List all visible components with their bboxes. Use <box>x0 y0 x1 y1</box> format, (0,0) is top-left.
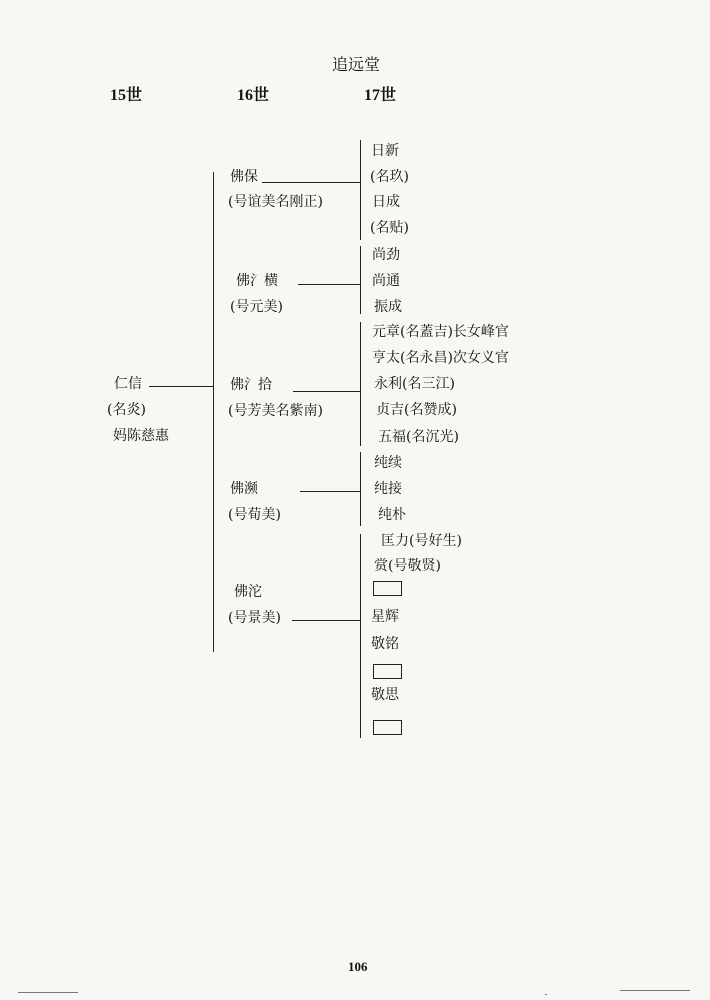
gen15-connector <box>149 386 213 387</box>
gen17-bracket-2 <box>360 246 361 314</box>
gen17-g3-item-3: 永利(名三江) <box>374 376 455 392</box>
gen17-g3-item-1: 元章(名蓋吉)长女峰官 <box>372 324 509 340</box>
generation-17-header: 17世 <box>364 87 397 104</box>
gen16-note-1: (号谊美名刚正) <box>228 194 323 210</box>
gen16-note-5: (号景美) <box>228 610 281 626</box>
page-number: 106 <box>348 959 368 974</box>
gen17-g2-item-3: 振成 <box>374 299 402 315</box>
gen17-g1-item-1: 日新 <box>371 143 399 159</box>
gen17-g5-item-4: 敬铭 <box>371 636 399 652</box>
gen17-g2-item-1: 尚劲 <box>372 247 400 263</box>
gen15-alias: (名炎) <box>107 402 146 418</box>
gen17-g1-item-2: (名玖) <box>370 169 409 185</box>
generation-16-header: 16世 <box>237 87 270 104</box>
gen17-g2-item-2: 尚通 <box>372 273 400 289</box>
page-title: 追远堂 <box>332 55 381 74</box>
gen16-name-2: 佛氵横 <box>236 273 278 289</box>
missing-character-box <box>373 720 402 735</box>
gen16-connector-2 <box>298 284 360 285</box>
gen17-g5-item-1: 匡力(号好生) <box>381 533 462 549</box>
gen17-g1-item-4: (名贴) <box>370 220 409 236</box>
gen17-bracket-4 <box>360 452 361 526</box>
gen16-name-4: 佛濒 <box>230 481 258 497</box>
gen17-bracket-1 <box>360 140 361 240</box>
gen16-connector-5 <box>292 620 360 621</box>
gen16-connector-4 <box>300 491 360 492</box>
gen15-name: 仁信 <box>114 376 142 392</box>
gen17-g5-item-5: 敬思 <box>371 687 399 703</box>
gen16-note-2: (号元美) <box>230 299 283 315</box>
gen17-g5-item-3: 星辉 <box>371 609 399 625</box>
gen17-g3-item-5: 五福(名沉光) <box>378 429 459 445</box>
missing-character-box <box>373 664 402 679</box>
gen17-g4-item-3: 纯朴 <box>378 507 406 523</box>
gen16-vertical-line <box>213 172 214 652</box>
gen16-name-5: 佛沱 <box>234 584 262 600</box>
gen17-bracket-3 <box>360 322 361 446</box>
gen17-g3-item-4: 贞吉(名赞成) <box>376 402 457 418</box>
scan-speck <box>18 992 78 993</box>
gen17-bracket-5 <box>360 534 361 738</box>
gen17-g5-item-2: 赏(号敬贤) <box>374 558 441 574</box>
gen17-g4-item-2: 纯接 <box>374 481 402 497</box>
gen17-g3-item-2: 亨太(名永昌)次女义官 <box>372 350 509 366</box>
gen16-connector-3 <box>293 391 360 392</box>
gen15-spouse: 妈陈慈惠 <box>113 428 169 444</box>
scan-speck <box>620 990 690 991</box>
gen16-name-1: 佛保 <box>230 169 258 185</box>
scan-speck <box>545 994 547 995</box>
generation-15-header: 15世 <box>110 87 143 104</box>
gen16-name-3: 佛氵拾 <box>230 377 272 393</box>
gen17-g4-item-1: 纯续 <box>374 455 402 471</box>
gen16-note-4: (号荀美) <box>228 507 281 523</box>
gen17-g1-item-3: 日成 <box>372 194 400 210</box>
missing-character-box <box>373 581 402 596</box>
gen16-connector-1 <box>262 182 360 183</box>
gen16-note-3: (号芳美名紫南) <box>228 403 323 419</box>
